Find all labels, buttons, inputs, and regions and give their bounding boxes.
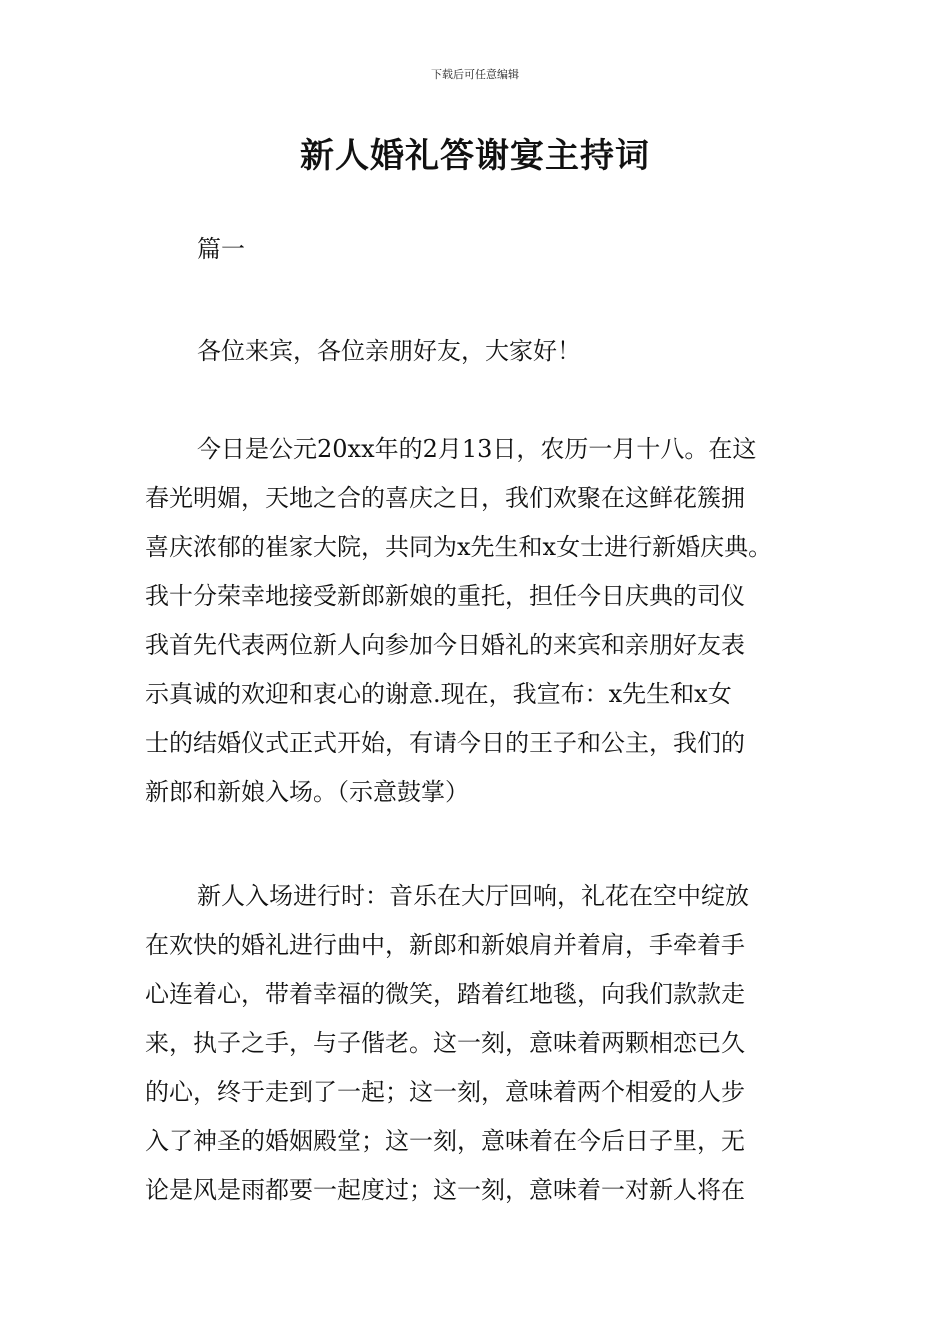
paragraph-line: 示真诚的欢迎和衷心的谢意.现在，我宣布：x先生和x女 <box>145 680 732 708</box>
paragraph-line: 的心，终于走到了一起；这一刻，意味着两个相爱的人步 <box>145 1078 745 1106</box>
header-note: 下载后可任意编辑 <box>431 68 519 81</box>
document-title: 新人婚礼答谢宴主持词 <box>300 136 650 176</box>
paragraph-line: 论是风是雨都要一起度过；这一刻，意味着一对新人将在 <box>145 1176 745 1204</box>
paragraph-line: 今日是公元20xx年的2月13日，农历一月十八。在这 <box>197 435 757 463</box>
paragraph-1 <box>145 425 810 817</box>
section-label <box>145 225 810 274</box>
paragraph-line: 新人入场进行时：音乐在大厅回响，礼花在空中绽放 <box>197 882 749 910</box>
paragraph-line: 在欢快的婚礼进行曲中，新郎和新娘肩并着肩，手牵着手 <box>145 931 745 959</box>
paragraph-2 <box>145 872 810 1215</box>
paragraph-line: 士的结婚仪式正式开始，有请今日的王子和公主，我们的 <box>145 729 745 757</box>
greeting-line: 各位来宾，各位亲朋好友，大家好！ <box>197 337 581 365</box>
paragraph-line: 我首先代表两位新人向参加今日婚礼的来宾和亲朋好友表 <box>145 631 745 659</box>
paragraph-line: 我十分荣幸地接受新郎新娘的重托，担任今日庆典的司仪 <box>145 582 745 610</box>
paragraph-line: 入了神圣的婚姻殿堂；这一刻，意味着在今后日子里，无 <box>145 1127 745 1155</box>
paragraph-line: 喜庆浓郁的崔家大院，共同为x先生和x女士进行新婚庆典。 <box>145 533 773 561</box>
paragraph-line: 新郎和新娘入场。（示意鼓掌） <box>145 778 469 806</box>
paragraph-line: 心连着心，带着幸福的微笑，踏着红地毯，向我们款款走 <box>145 980 745 1008</box>
greeting-paragraph <box>145 327 810 376</box>
paragraph-line: 春光明媚，天地之合的喜庆之日，我们欢聚在这鲜花簇拥 <box>145 484 745 512</box>
section-label-text: 篇一 <box>197 235 245 263</box>
paragraph-line: 来，执子之手，与子偕老。这一刻，意味着两颗相恋已久 <box>145 1029 745 1057</box>
